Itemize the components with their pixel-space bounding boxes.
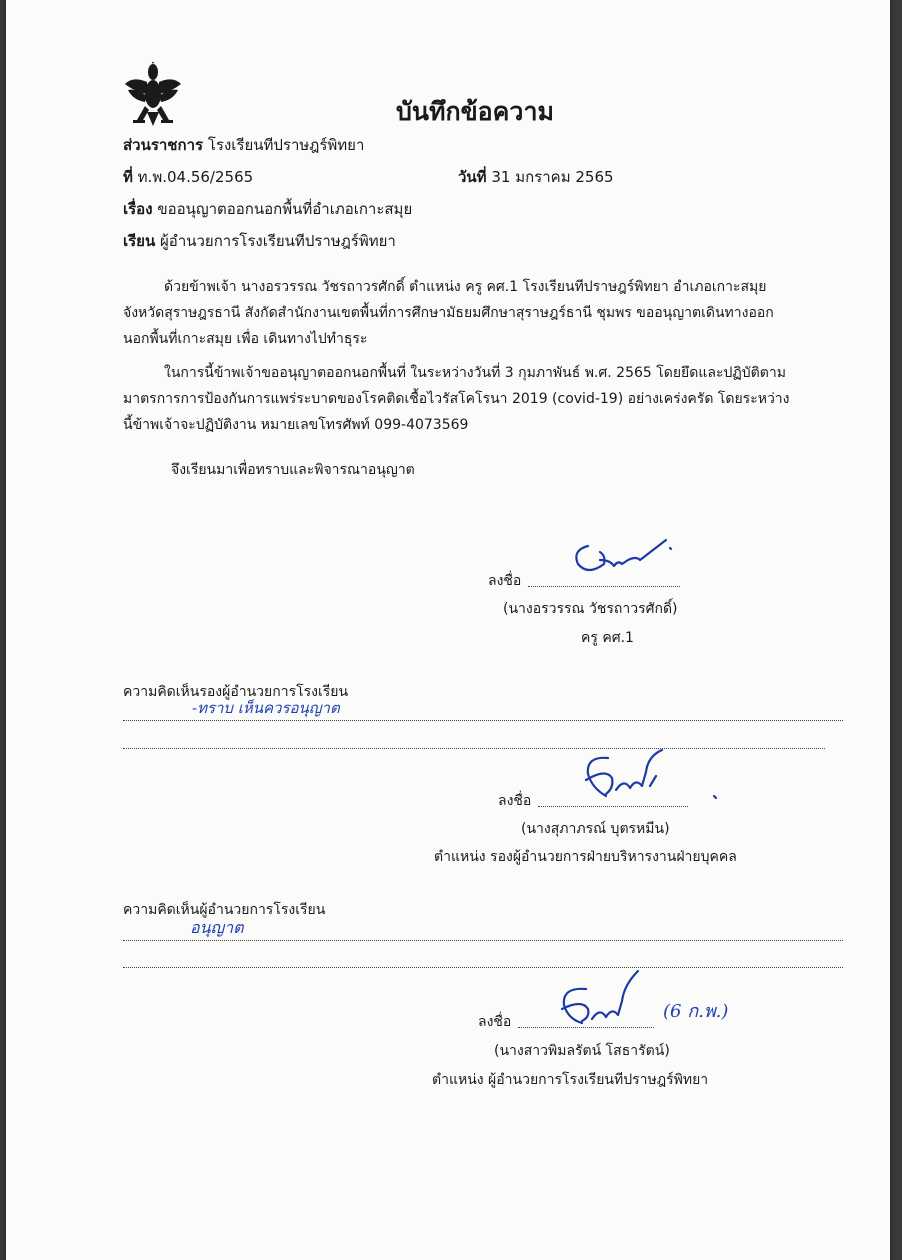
body-p1-line3: นอกพื้นที่เกาะสมุย เพื่อ เดินทางไปทำธุระ <box>123 331 368 347</box>
recipient-label: เรียน <box>123 232 156 250</box>
subject-value: ขออนุญาตออกนอกพื้นที่อำเภอเกาะสมุย <box>157 200 413 218</box>
deputy-handwritten-comment: -ทราบ เห็นควรอนุญาต <box>192 699 340 717</box>
agency-value: โรงเรียนทีปราษฎร์พิทยา <box>207 136 365 154</box>
reference-label: ที่ <box>123 168 133 186</box>
agency-label: ส่วนราชการ <box>123 136 204 154</box>
subject-label: เรื่อง <box>123 200 153 218</box>
signer1-signature-icon <box>566 530 676 585</box>
date-line <box>458 165 614 189</box>
agency-line <box>123 133 364 157</box>
signer1-name: (นางอรวรรณ วัชรถาวรศักดิ์) <box>503 601 678 617</box>
deputy-sign-label: ลงชื่อ <box>498 793 532 809</box>
signer1-signature-line <box>528 586 680 587</box>
deputy-name: (นางสุภาภรณ์ บุตรหมีน) <box>521 821 670 837</box>
deputy-comment-line-1 <box>123 720 843 721</box>
reference-value: ท.พ.04.56/2565 <box>137 168 254 186</box>
subject-line <box>123 197 412 221</box>
director-position: ตำแหน่ง ผู้อำนวยการโรงเรียนทีปราษฎร์พิทยา <box>432 1072 709 1088</box>
garuda-emblem-icon <box>123 62 183 128</box>
document-title: บันทึกข้อความ <box>396 97 554 126</box>
director-comment-line-2 <box>123 967 843 968</box>
recipient-line <box>123 229 396 253</box>
closing-line: จึงเรียนมาเพื่อทราบและพิจารณาอนุญาต <box>171 462 415 478</box>
memo-page <box>6 0 890 1260</box>
body-p1-line1: ด้วยข้าพเจ้า นางอรวรรณ วัชรถาวรศักดิ์ ตำแหน่ง ครู คศ.1 โรงเรียนทีปราษฎร์พิทยา อำเภอเกาะสมุย <box>164 279 767 295</box>
date-label: วันที่ <box>458 168 487 186</box>
deputy-opinion-heading: ความคิดเห็นรองผู้อำนวยการโรงเรียน <box>123 684 349 700</box>
reference-line <box>123 165 253 189</box>
director-sign-label: ลงชื่อ <box>478 1014 512 1030</box>
director-signature-icon <box>546 965 656 1031</box>
signer1-position: ครู คศ.1 <box>581 630 634 646</box>
director-handwritten-note: (6 ก.พ.) <box>663 1001 729 1022</box>
date-value: 31 มกราคม 2565 <box>491 168 614 186</box>
body-p1-line2: จังหวัดสุราษฎรธานี สังกัดสำนักงานเขตพื้นที่การศึกษามัธยมศึกษาสุราษฎร์ธานี ชุมพร ขออนุญาตเดินทางออก <box>123 305 774 321</box>
deputy-signature-icon <box>566 738 696 808</box>
signer1-sign-label: ลงชื่อ <box>488 573 522 589</box>
body-p2-line1: ในการนี้ข้าพเจ้าขออนุญาตออกนอกพื้นที่ ในระหว่างวันที่ 3 กุมภาพันธ์ พ.ศ. 2565 โดยยึดและปฏิบัติตาม <box>164 365 786 381</box>
body-p2-line2: มาตรการการป้องกันการแพร่ระบาดของโรคติดเชื้อไวรัสโคโรนา 2019 (covid-19) อย่างเคร่งครัด โดยระหว่าง <box>123 391 790 407</box>
body-p2-line3: นี้ข้าพเจ้าจะปฏิบัติงาน หมายเลขโทรศัพท์ 099-4073569 <box>123 417 469 433</box>
director-name: (นางสาวพิมลรัตน์ โสธารัตน์) <box>494 1043 670 1059</box>
deputy-position: ตำแหน่ง รองผู้อำนวยการฝ่ายบริหารงานฝ่ายบุคคล <box>434 849 737 865</box>
deputy-comment-line-2 <box>123 748 825 749</box>
director-opinion-heading: ความคิดเห็นผู้อำนวยการโรงเรียน <box>123 902 326 918</box>
director-handwritten-comment: อนุญาต <box>190 918 244 937</box>
recipient-value: ผู้อำนวยการโรงเรียนทีปราษฎร์พิทยา <box>160 232 396 250</box>
